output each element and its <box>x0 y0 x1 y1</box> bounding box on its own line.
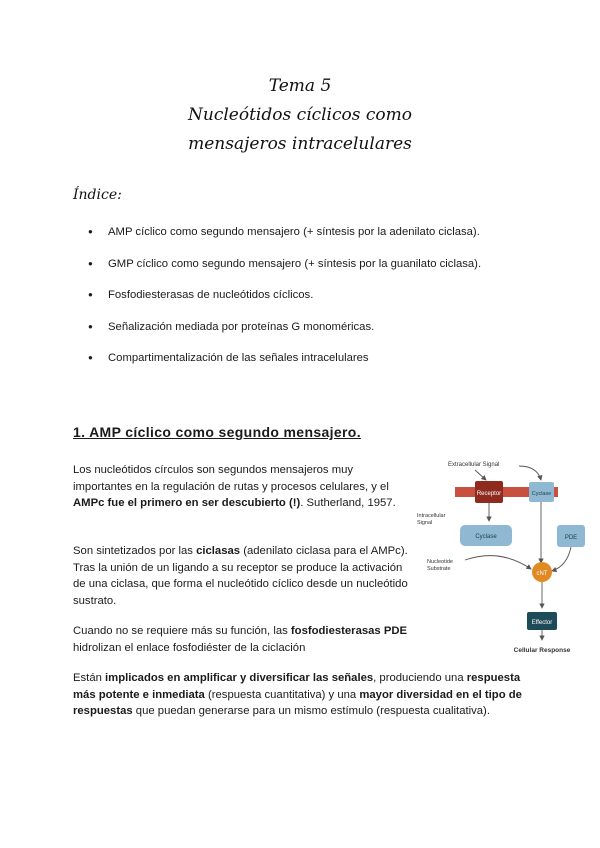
title-line-1: Tema 5 <box>268 76 332 96</box>
p4-text-e: (respuesta cuantitativa) y una <box>204 688 360 701</box>
p2-text-c: (adenilato ciclasa para el AMPc). Tras la unión de un ligando a su receptor se produce la activación de una ciclasa, que forma el nucleótido cíclico desde un nucleótido sustrato. <box>73 545 408 607</box>
intracellular-signal-label-1: Intracellular <box>417 513 446 519</box>
p4-bold-3: mayor diversidad en el tipo de respuestas <box>73 688 522 717</box>
cellular-response-label: Cellular Response <box>513 647 571 654</box>
cyclic-nucleotide-signaling-diagram <box>415 456 585 661</box>
title-line-3: mensajeros intracelulares <box>188 134 412 154</box>
p3-text-c: hidrolizan el enlace fosfodiéster de la ciclación <box>73 641 306 654</box>
p1-text-c: . Sutherland, 1957. <box>300 497 396 509</box>
section-heading: 1. AMP cíclico como segundo mensajero. <box>73 424 361 440</box>
index-heading: Índice: <box>73 187 122 203</box>
index-item: ● Señalización mediada por proteínas G monoméricas. <box>88 319 558 335</box>
pde-inhibition-line <box>552 547 571 571</box>
title-line-2: Nucleótidos cíclicos como <box>188 105 412 125</box>
signal-arrow-cyclase <box>519 466 541 480</box>
p3-text-a: Cuando no se requiere más su función, las <box>73 625 291 637</box>
paragraph-4 <box>73 670 533 720</box>
p4-bold-2: respuesta más potente e inmediata <box>73 672 521 701</box>
index-item: ● Fosfodiesterasas de nucleótidos cíclicos. <box>88 287 558 303</box>
p2-bold: ciclasas <box>196 545 241 557</box>
nucleotide-substrate-label-2: Substrate <box>427 566 451 572</box>
p4-text-a: Están <box>73 672 106 684</box>
pde-label: PDE <box>564 535 578 541</box>
p2-text-a: Son sintetizados por las <box>73 545 197 557</box>
substrate-to-cnt-arrow <box>465 556 531 569</box>
receptor-label: Receptor <box>476 491 502 497</box>
p4-text-c: , produciendo una <box>373 672 467 684</box>
membrane-cyclase-label: Cyclase <box>531 491 552 497</box>
p1-text-a: Los nucleótidos círculos son segundos mensajeros muy importantes en la regulación de rutas y procesos celulares, y el <box>73 464 389 493</box>
index-item: ● GMP cíclico como segundo mensajero (+ síntesis por la guanilato ciclasa). <box>88 256 558 272</box>
paragraph-1 <box>73 462 413 512</box>
p4-bold-1: implicados en amplificar y diversificar las señales <box>105 672 374 684</box>
index-item: ● AMP cíclico como segundo mensajero (+ síntesis por la adenilato ciclasa). <box>88 224 558 240</box>
p4-text-g: que puedan generarse para un mismo estímulo (respuesta cualitativa). <box>132 705 490 717</box>
intracellular-signal-label-2: Signal <box>417 520 433 526</box>
effector-label: Effector <box>531 620 553 626</box>
p1-bold: AMPc fue el primero en ser descubierto (!) <box>73 497 301 509</box>
document-title <box>0 72 600 159</box>
paragraph-3 <box>73 623 418 656</box>
index-list <box>88 224 558 382</box>
signal-arrow-receptor <box>475 470 486 480</box>
paragraph-2 <box>73 543 413 609</box>
p3-bold: fosfodiesterasas PDE <box>290 625 408 637</box>
nucleotide-substrate-label-1: Nucleotide <box>427 559 453 565</box>
index-item: ● Compartimentalización de las señales intracelulares <box>88 350 558 366</box>
cnt-label: cNT <box>536 571 548 577</box>
cyclase-label: Cyclase <box>475 534 497 540</box>
extracellular-signal-label: Extracellular Signal <box>448 462 500 468</box>
